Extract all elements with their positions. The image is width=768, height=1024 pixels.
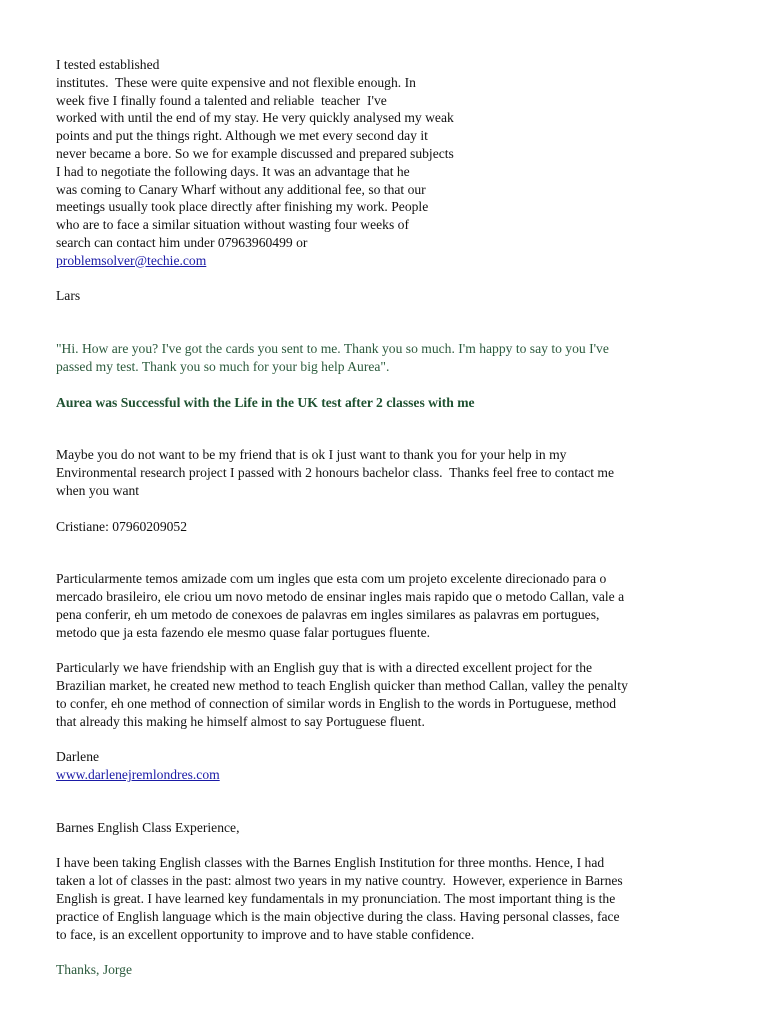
body-line: institutes. These were quite expensive and not flexible enough. In	[56, 74, 416, 90]
body-line: I had to negotiate the following days. It was an advantage that he	[56, 163, 410, 179]
body-line: English is great. I have learned key fundamentals in my pronunciation. The most important thing is the	[56, 891, 616, 907]
email-link[interactable]: problemsolver@techie.com	[56, 252, 207, 268]
quote-line: "Hi. How are you? I've got the cards you sent to me. Thank you so much. I'm happy to say to you I've	[56, 341, 609, 357]
body-line: search can contact him under 07963960499 or	[56, 234, 308, 250]
testimonial-jorge	[56, 819, 736, 979]
body-line: worked with until the end of my stay. He very quickly analysed my weak	[56, 110, 454, 126]
body-line: points and put the things right. Although we met every second day it	[56, 128, 428, 144]
document-page	[56, 56, 736, 979]
signature: Cristiane: 07960209052	[56, 518, 188, 534]
body-line: Maybe you do not want to be my friend that is ok I just want to thank you for your help in my	[56, 447, 567, 463]
english-line: to confer, eh one method of connection of similar words in English to the words in Portuguese, method	[56, 695, 617, 711]
body-line: who are to face a similar situation without wasting four weeks of	[56, 217, 409, 233]
body-line: Environmental research project I passed with 2 honours bachelor class. Thanks feel free to contact me	[56, 465, 615, 481]
portuguese-line: pena conferir, eh um metodo de conexoes de palavras em ingles similares as palavras em portugues,	[56, 606, 600, 622]
body-line: week five I finally found a talented and reliable teacher I've	[56, 92, 387, 108]
english-line: that already this making he himself almost to say Portuguese fluent.	[56, 713, 425, 729]
english-line: Particularly we have friendship with an English guy that is with a directed excellent project for the	[56, 660, 593, 676]
english-line: Brazilian market, he created new method to teach English quicker than method Callan, valley the penalty	[56, 678, 628, 694]
testimonial-lars	[56, 56, 736, 305]
signature: Darlene	[56, 749, 100, 765]
signature: Lars	[56, 288, 81, 304]
website-link[interactable]: www.darlenejremlondres.com	[56, 767, 220, 783]
body-line: when you want	[56, 482, 140, 498]
testimonial-aurea	[56, 340, 736, 411]
body-line: to face, is an excellent opportunity to improve and to have stable confidence.	[56, 926, 475, 942]
portuguese-line: metodo que ja esta fazendo ele mesmo quase falar portugues fluente.	[56, 624, 431, 640]
section-heading: Aurea was Successful with the Life in the UK test after 2 classes with me	[56, 394, 475, 410]
testimonial-darlene	[56, 570, 736, 784]
portuguese-line: Particularmente temos amizade com um ingles que esta com um projeto excelente direcionado para o	[56, 571, 607, 587]
body-line: meetings usually took place directly after finishing my work. People	[56, 199, 429, 215]
testimonial-title: Barnes English Class Experience,	[56, 819, 240, 835]
body-line: practice of English language which is the main objective during the class. Having personal classes, face	[56, 908, 620, 924]
quote-line: passed my test. Thank you so much for your big help Aurea".	[56, 358, 390, 374]
body-line: I have been taking English classes with the Barnes English Institution for three months. Hence, I had	[56, 855, 605, 871]
body-line: taken a lot of classes in the past: almost two years in my native country. However, experience in Barnes	[56, 873, 623, 889]
testimonial-cristiane	[56, 446, 736, 535]
body-line: was coming to Canary Wharf without any additional fee, so that our	[56, 181, 426, 197]
portuguese-line: mercado brasileiro, ele criou um novo metodo de ensinar ingles mais rapido que o metodo Callan, vale a	[56, 589, 625, 605]
body-line: never became a bore. So we for example discussed and prepared subjects	[56, 145, 454, 161]
body-line: I tested established	[56, 57, 160, 72]
signature: Thanks, Jorge	[56, 962, 133, 978]
